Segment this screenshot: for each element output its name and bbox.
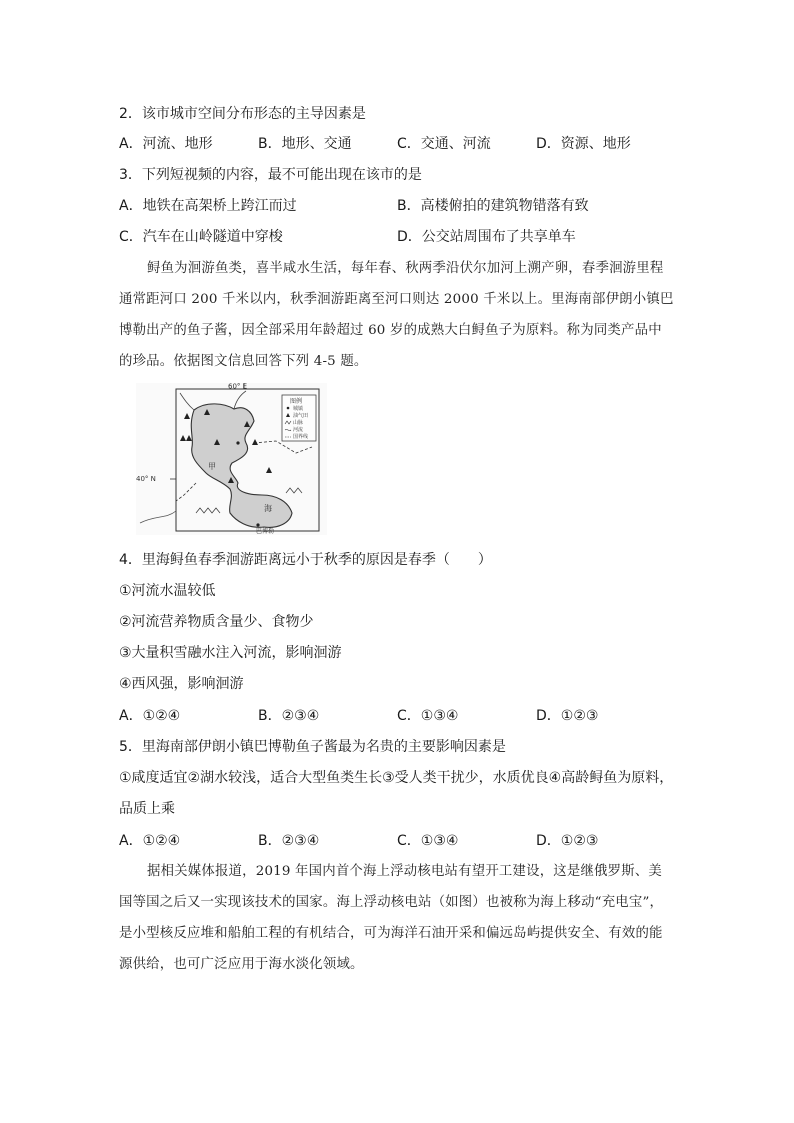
q5-line-1: ①咸度适宜②湖水较浅，适合大型鱼类生长③受人类干扰少，水质优良④高龄鲟鱼为原料， (119, 770, 674, 786)
longitude-label: 60° E (228, 383, 248, 391)
q2-option-c: C．交通、河流 (397, 136, 491, 152)
map-legend (282, 395, 316, 441)
q3-option-d: D．公交站周围布了共享单车 (397, 229, 576, 245)
q5-option-a: A．①②④ (119, 833, 181, 849)
passage2-line-3: 是小型核反应堆和船舶工程的有机结合，可为海洋石油开采和偏远岛屿提供安全、有效的能 (119, 926, 663, 941)
q4-item-1: ①河流水温较低 (119, 583, 216, 599)
map-label-jia: 甲 (208, 462, 216, 471)
q3-option-b: B．高楼俯拍的建筑物错落有致 (397, 198, 589, 214)
q3-option-c: C．汽车在山岭隧道中穿梭 (119, 229, 283, 245)
q2-option-d: D．资源、地形 (536, 136, 631, 152)
legend-item-border: 国界线 (293, 434, 309, 440)
q5-option-b: B．②③④ (258, 833, 320, 849)
passage2-line-4: 源供给，也可广泛应用于海水淡化领域。 (119, 957, 364, 972)
latitude-label: 40° N (136, 475, 156, 483)
legend-item-mountain: 山脉 (293, 420, 304, 426)
q2-stem: 2．该市城市空间分布形态的主导因素是 (119, 106, 366, 122)
q4-item-2: ②河流营养物质含量少、食物少 (119, 614, 314, 630)
passage1-line-2: 通常距河口 200 千米以内，秋季洄游距离至河口则达 2000 千米以上。里海南部伊朗小镇巴 (119, 292, 674, 307)
legend-item-town: 城镇 (293, 406, 304, 412)
q4-option-a: A．①②④ (119, 708, 181, 724)
map-label-town: 巴博勒 (256, 528, 275, 535)
passage1-line-1: 鲟鱼为洄游鱼类，喜半咸水生活，每年春、秋两季沿伏尔加河上溯产卵，春季洄游里程 (147, 261, 664, 276)
q5-option-d: D．①②③ (536, 833, 599, 849)
passage2-line-1: 据相关媒体报道，2019 年国内首个海上浮动核电站有望开工建设，这是继俄罗斯、美 (147, 864, 663, 879)
q4-option-b: B．②③④ (258, 708, 320, 724)
q4-option-c: C．①③④ (397, 708, 459, 724)
q3-stem: 3．下列短视频的内容，最不可能出现在该市的是 (119, 167, 422, 183)
q2-option-a: A．河流、地形 (119, 136, 213, 152)
q4-item-3: ③大量积雪融水注入河流，影响洄游 (119, 645, 342, 661)
map-label-sea: 海 (264, 504, 272, 513)
q4-option-d: D．①②③ (536, 708, 599, 724)
q4-stem: 4．里海鲟鱼春季洄游距离远小于秋季的原因是春季（ ） (119, 552, 492, 568)
passage1-line-4: 的珍品。依据图文信息回答下列 4-5 题。 (119, 354, 368, 369)
legend-title: 图例 (290, 398, 303, 405)
q5-option-c: C．①③④ (397, 833, 459, 849)
legend-item-oil-field: 油气田 (293, 413, 309, 419)
passage2-line-2: 国等国之后又一实现该技术的国家。海上浮动核电站（如图）也被称为海上移动“充电宝”， (119, 895, 664, 910)
q3-option-a: A．地铁在高架桥上跨江而过 (119, 198, 297, 214)
passage1-line-3: 博勒出产的鱼子酱，因全部采用年龄超过 60 岁的成熟大白鲟鱼子为原料。称为同类产品中 (119, 323, 662, 338)
q5-stem: 5．里海南部伊朗小镇巴博勒鱼子酱最为名贵的主要影响因素是 (119, 739, 506, 755)
legend-item-river: 河流 (293, 427, 304, 433)
q4-item-4: ④西风强，影响洄游 (119, 676, 244, 692)
q5-line-2: 品质上乘 (119, 801, 175, 817)
caspian-sea-map (136, 383, 327, 535)
q2-option-b: B．地形、交通 (258, 136, 352, 152)
